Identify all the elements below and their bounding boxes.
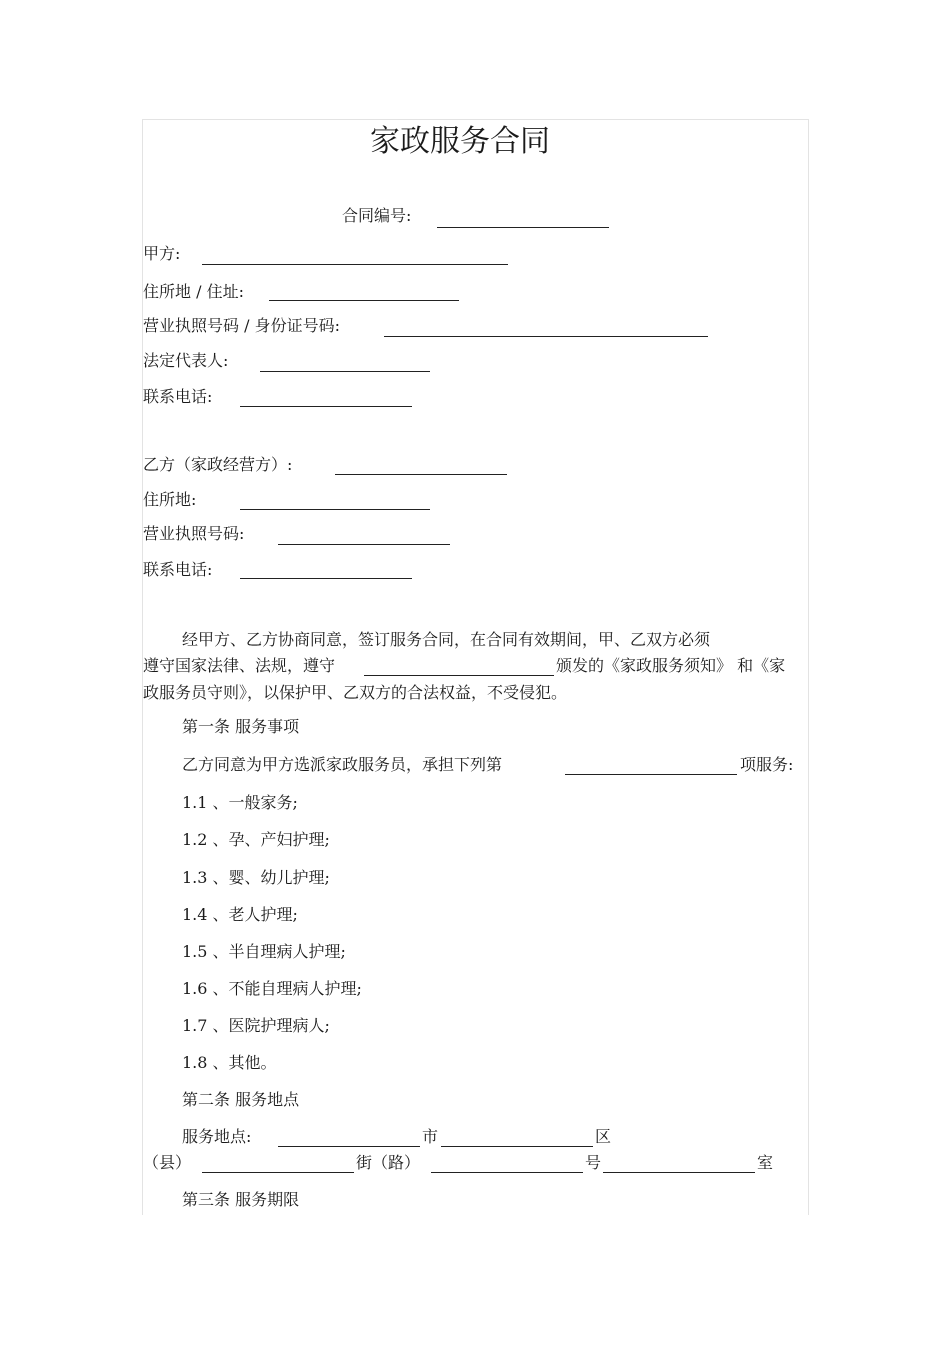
intro-line-1: 经甲方、乙方协商同意，签订服务合同，在合同有效期间，甲、乙双方必须: [182, 630, 711, 649]
service-item: 1.4 、老人护理;: [182, 905, 298, 924]
party-b-address-label: 住所地:: [143, 490, 197, 509]
room-label: 室: [757, 1153, 774, 1172]
party-b-name-field[interactable]: [335, 474, 507, 475]
party-b-license-label: 营业执照号码:: [143, 524, 245, 543]
party-b-address-field[interactable]: [240, 509, 430, 510]
document-title: 家政服务合同: [370, 124, 550, 159]
intro-line-2a: 遵守国家法律、法规，遵守: [143, 656, 336, 675]
service-item: 1.2 、孕、产妇护理;: [182, 830, 330, 849]
party-b-phone-label: 联系电话:: [143, 560, 213, 579]
party-a-rep-field[interactable]: [260, 371, 430, 372]
city-field[interactable]: [278, 1146, 420, 1147]
city-label: 市: [422, 1127, 439, 1146]
issuing-authority-field[interactable]: [364, 675, 554, 676]
number-label: 号: [585, 1153, 602, 1172]
county-field[interactable]: [202, 1172, 354, 1173]
party-b-license-field[interactable]: [278, 544, 450, 545]
article-2-heading: 第二条 服务地点: [182, 1090, 300, 1109]
article-1-line-a: 乙方同意为甲方选派家政服务员，承担下列第: [182, 755, 503, 774]
party-a-name-field[interactable]: [202, 264, 508, 265]
district-label: 区: [595, 1127, 612, 1146]
contract-number-field[interactable]: [437, 227, 609, 228]
intro-line-2b: 颁发的《家政服务须知》 和《家: [556, 656, 786, 675]
party-b-label: 乙方（家政经营方）:: [143, 455, 293, 474]
service-items-field[interactable]: [565, 774, 737, 775]
street-label: 街（路）: [356, 1153, 421, 1172]
party-a-license-field[interactable]: [384, 336, 708, 337]
article-3-heading: 第三条 服务期限: [182, 1190, 300, 1209]
party-a-rep-label: 法定代表人:: [143, 351, 229, 370]
number-field[interactable]: [603, 1172, 755, 1173]
service-item: 1.6 、不能自理病人护理;: [182, 979, 362, 998]
party-a-address-field[interactable]: [269, 300, 459, 301]
county-label: （县）: [143, 1153, 192, 1172]
party-a-license-label: 营业执照号码 / 身份证号码:: [143, 316, 340, 335]
service-item: 1.3 、婴、幼儿护理;: [182, 868, 330, 887]
service-item: 1.5 、半自理病人护理;: [182, 942, 346, 961]
service-location-label: 服务地点:: [182, 1127, 252, 1146]
party-a-address-label: 住所地 / 住址:: [143, 282, 244, 301]
service-item: 1.1 、一般家务;: [182, 793, 298, 812]
article-1-heading: 第一条 服务事项: [182, 717, 300, 736]
party-b-phone-field[interactable]: [240, 578, 412, 579]
service-item: 1.7 、医院护理病人;: [182, 1016, 330, 1035]
party-a-phone-field[interactable]: [240, 406, 412, 407]
district-field[interactable]: [441, 1146, 593, 1147]
party-a-label: 甲方:: [143, 244, 181, 263]
street-field[interactable]: [431, 1172, 583, 1173]
party-a-phone-label: 联系电话:: [143, 387, 213, 406]
service-item: 1.8 、其他。: [182, 1053, 277, 1072]
intro-line-3: 政服务员守则》，以保护甲、乙双方的合法权益，不受侵犯。: [143, 683, 568, 702]
contract-number-label: 合同编号:: [342, 206, 412, 225]
article-1-line-b: 项服务:: [740, 755, 794, 774]
